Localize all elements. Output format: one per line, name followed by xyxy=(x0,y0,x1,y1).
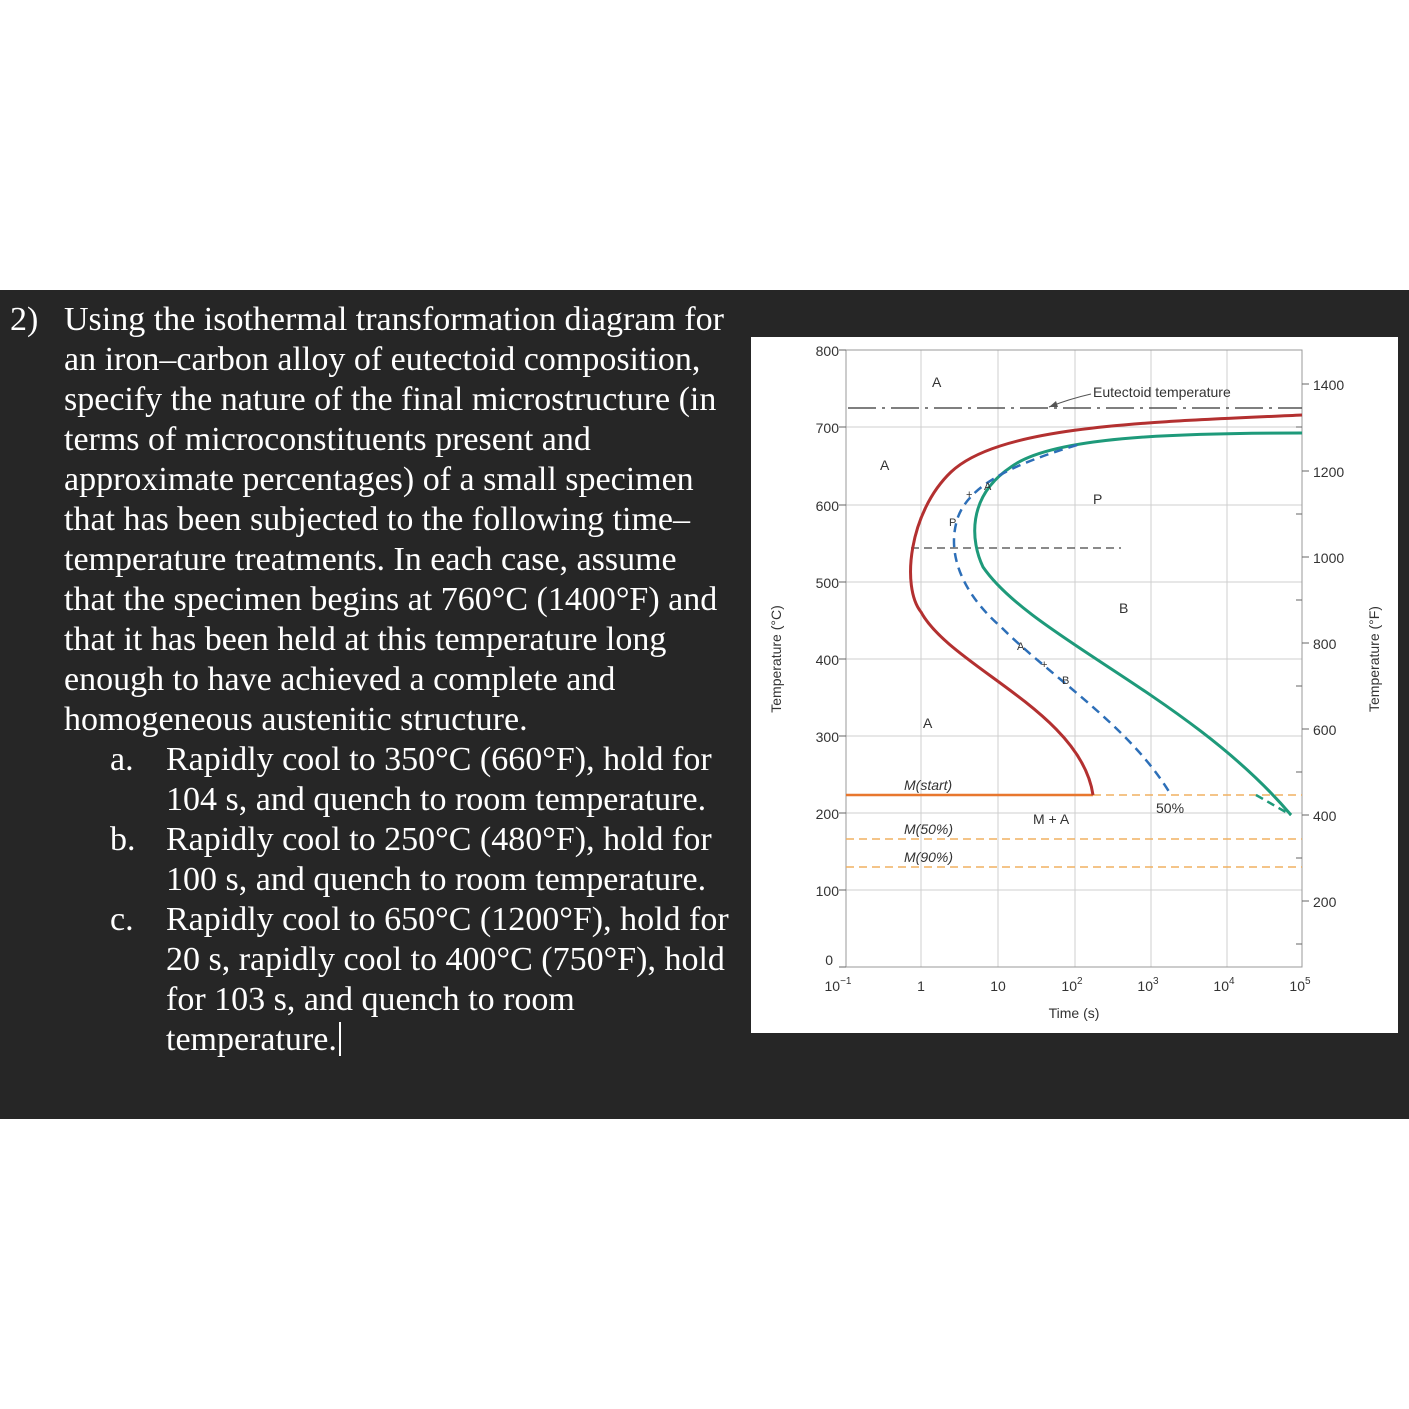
start-curve xyxy=(911,415,1302,795)
yr-tick-1400: 1400 xyxy=(1313,377,1345,393)
sub-question-letter: c. xyxy=(110,901,134,938)
sub-question-letter: a. xyxy=(110,741,134,778)
x-tick-5: $10^4$ xyxy=(1213,976,1235,994)
finish-curve-dashed-tail xyxy=(1256,795,1291,815)
x-tick-1: 1 xyxy=(917,978,925,994)
m50-label: M(50%) xyxy=(904,821,954,837)
sub-question-a xyxy=(110,740,730,820)
martensite-austenite-label: M + A xyxy=(1033,811,1070,827)
austenite-small-label-lower: A xyxy=(1017,641,1025,653)
fifty-percent-label: 50% xyxy=(1156,800,1185,816)
question-number: 2) xyxy=(10,301,39,338)
sub-question-c xyxy=(110,900,730,1060)
eutectoid-label: Eutectoid temperature xyxy=(1093,384,1231,400)
ttt-diagram xyxy=(751,337,1398,1033)
sub-question-text xyxy=(166,900,730,1060)
x-axis-title: Time (s) xyxy=(1048,1005,1100,1021)
y-tick-200: 200 xyxy=(815,806,839,822)
sub-question-text: Rapidly cool to 350°C (660°F), hold for 104 s, and quench to room temperature. xyxy=(166,741,712,818)
y-axis-title-left: Temperature (°C) xyxy=(768,605,784,713)
austenite-small-label-upper: A xyxy=(984,481,992,493)
y-tick-600: 600 xyxy=(815,498,839,514)
x-tick-labels xyxy=(825,976,1312,994)
pearlite-label: P xyxy=(1093,491,1103,507)
eutectoid-arrowhead xyxy=(1049,401,1058,407)
y-tick-700: 700 xyxy=(815,420,839,436)
x-tick-0: $10^{-1}$ xyxy=(824,976,852,994)
finish-curve xyxy=(975,433,1302,815)
x-tick-4: $10^3$ xyxy=(1137,976,1159,994)
y-tick-100: 100 xyxy=(815,883,839,899)
small-annotations xyxy=(949,481,1069,687)
y-axis-title-right: Temperature (°F) xyxy=(1366,606,1382,712)
left-axis-ticks xyxy=(839,350,846,967)
austenite-label-top: A xyxy=(932,374,942,390)
grid-lines xyxy=(846,350,1302,967)
pearlite-small-label: P xyxy=(949,517,957,529)
yr-tick-400: 400 xyxy=(1313,808,1337,824)
m90-label: M(90%) xyxy=(904,849,954,865)
yr-tick-200: 200 xyxy=(1313,894,1337,910)
sub-question-text: Rapidly cool to 250°C (480°F), hold for 100 s, and quench to room temperature. xyxy=(166,821,712,898)
ttt-diagram-svg xyxy=(751,337,1398,1033)
text-cursor xyxy=(339,1022,341,1056)
bainite-small-label: B xyxy=(1062,675,1070,687)
plus-sign-upper: + xyxy=(966,489,973,501)
m-start-label: M(start) xyxy=(904,777,953,793)
yr-tick-600: 600 xyxy=(1313,722,1337,738)
question-row xyxy=(10,300,730,740)
problem-statement xyxy=(10,300,730,1060)
y-tick-400: 400 xyxy=(815,652,839,668)
sub-question-b xyxy=(110,820,730,900)
x-tick-2: 10 xyxy=(990,978,1006,994)
bainite-label: B xyxy=(1119,600,1129,616)
yr-tick-1200: 1200 xyxy=(1313,464,1345,480)
plus-sign-lower: + xyxy=(1041,659,1048,671)
slide-background xyxy=(0,290,1409,1119)
sub-question-letter: b. xyxy=(110,821,136,858)
sub-question-c-content: Rapidly cool to 650°C (1200°F), hold for 20 s, rapidly cool to 400°C (750°F), hold for 103 s, and quench to room temperature. xyxy=(166,901,729,1058)
y-tick-300: 300 xyxy=(815,729,839,745)
right-tick-labels xyxy=(1313,377,1344,910)
fifty-percent-curve xyxy=(954,445,1171,795)
austenite-label-low: A xyxy=(923,715,933,731)
austenite-label-left: A xyxy=(880,457,890,473)
x-tick-6: $10^5$ xyxy=(1289,976,1311,994)
left-tick-labels xyxy=(816,343,840,968)
question-prompt: Using the isothermal transformation diagram for an iron–carbon alloy of eutectoid composition, specify the nature of the final microstructure (in terms of microconstituents present and approximate percentages) of a small specimen that has been subjected to the following time–temperature treatments. In each case, assume that the specimen begins at 760°C (1400°F) and that it has been held at this temperature long enough to have achieved a complete and homogeneous austenitic structure. xyxy=(64,301,724,738)
y-tick-800: 800 xyxy=(815,343,839,359)
y-tick-0: 0 xyxy=(825,952,833,968)
y-tick-500: 500 xyxy=(815,575,839,591)
yr-tick-1000: 1000 xyxy=(1313,550,1345,566)
yr-tick-800: 800 xyxy=(1313,636,1337,652)
x-tick-3: $10^2$ xyxy=(1061,976,1083,994)
